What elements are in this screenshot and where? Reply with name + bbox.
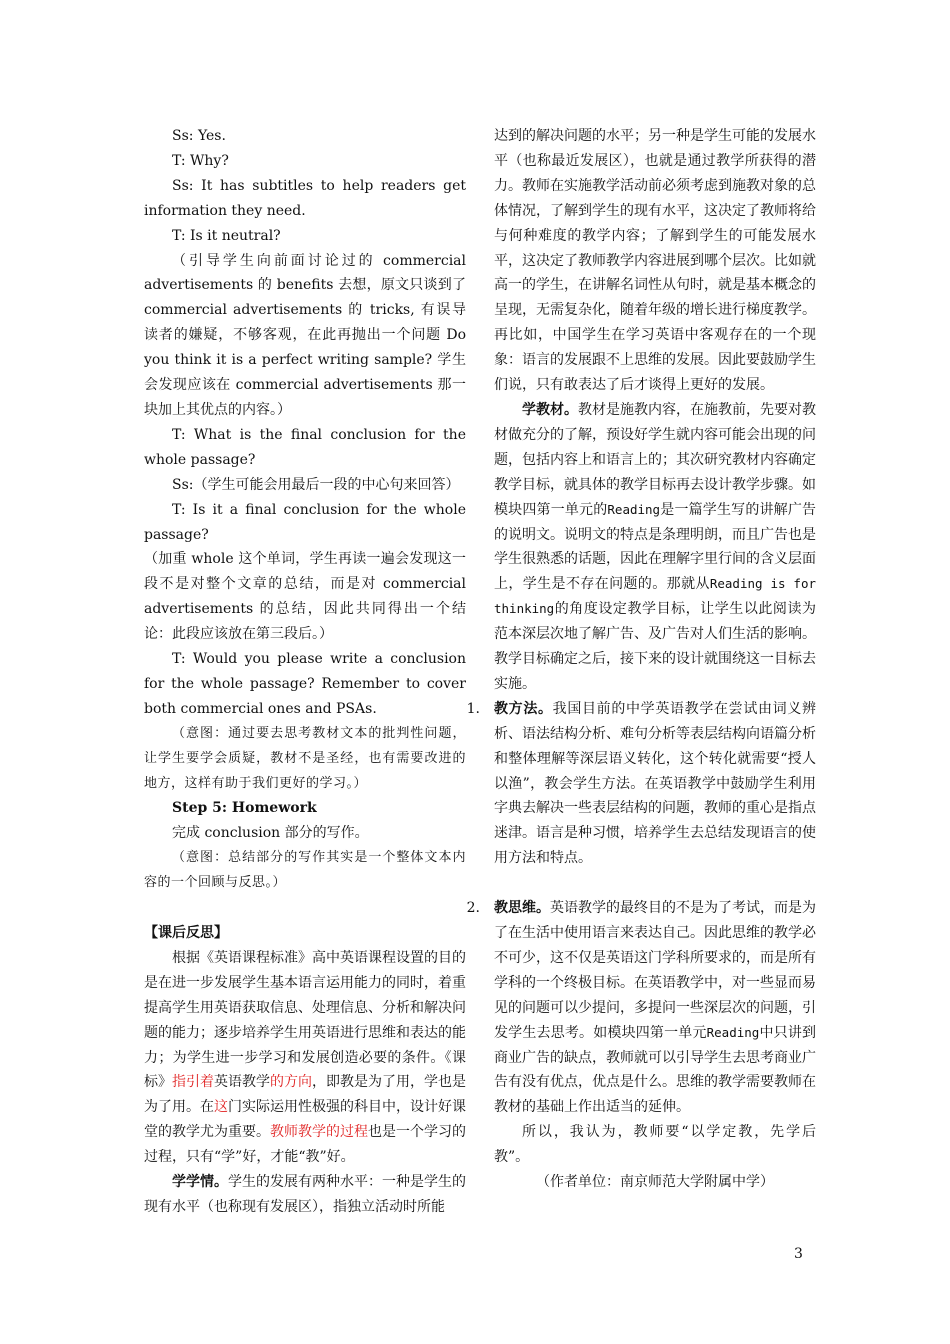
text-run: ，即教是为了用，学也是为了用。在 bbox=[144, 1074, 466, 1116]
page-number: 3 bbox=[794, 1246, 803, 1262]
left-column bbox=[144, 124, 466, 1220]
dialogue-line: Ss: It has subtitles to help readers get information they need. bbox=[144, 177, 466, 219]
section-heading: 【课后反思】 bbox=[144, 924, 228, 941]
text-run: 的角度设定教学目标，让学生以此阅读为范本深层次地了解广告、及广告对人们生活的影响。教学目标确定之后，接下来的设计就围绕这一目标去实施。 bbox=[494, 601, 816, 692]
highlight-text: 的方向 bbox=[270, 1074, 312, 1091]
highlight-text: 指引着 bbox=[172, 1074, 214, 1091]
text-run: 也是一个学习的过程，只有“学”好，才能“教”好。 bbox=[144, 1124, 466, 1166]
paragraph-title: 学学情。 bbox=[172, 1174, 228, 1191]
dialogue-line: T: Why? bbox=[172, 152, 229, 169]
highlight-text: 教师教学的过程 bbox=[270, 1124, 368, 1141]
right-column bbox=[466, 124, 817, 1195]
author-affiliation: （作者单位：南京师范大学附属中学） bbox=[536, 1174, 774, 1191]
text-run: 是一篇学生写的讲解广告的说明文。说明文的特点是条理明朗，而且广告也是学生很熟悉的话题，因此在理解字里行间的含义层面上，学生是不存在问题的。那就从 bbox=[494, 501, 817, 593]
text-run: 我国目前的中学英语教学在尝试由词义辨析、语法结构分析、难句分析等表层结构向语篇分析和整体理解等深层语义转化，这个转化就需要“授人以渔”，教会学生方法。在英语教学中鼓励学生利用字典去解决一些表层结构的问题，教师的重心是指点迷津。语言是种习惯，培养学生去总结发现语言的使用方法和特点。 bbox=[494, 700, 817, 867]
reflection-paragraph bbox=[144, 946, 466, 1170]
text-run: 学生的发展有两种水平：一种是学生的现有水平（也称现有发展区），指独立活动时所能 bbox=[144, 1174, 466, 1215]
text-run: 中只讲到商业广告的缺点，教师就可以引导学生去思考商业广告有没有优点，优点是什么。思维的教学需要教师在教材的基础上作出适当的延伸。 bbox=[494, 1024, 817, 1116]
learning-situation-paragraph bbox=[144, 1170, 466, 1220]
dialogue-line: T: Would you please write a conclusion for the whole passage? Remember to cover both commercial ones and PSAs. bbox=[144, 651, 466, 717]
learning-situation-continued: 达到的解决问题的水平；另一种是学生可能的发展水平（也称最近发展区），也就是通过教学所获得的潜力。教师在实施教学活动前必须考虑到施教对象的总体情况，了解到学生的现有水平，这决定了教师将给与何种难度的教学内容；了解到学生的可能发展水平，这决定了教师教学内容进展到哪个层次。比如就高一的学生，在讲解名词性从句时，就是基本概念的呈现，无需复杂化，随着年级的增长进行梯度教学。再比如，中国学生在学习英语中客观存在的一个现象：语言的发展跟不上思维的发展。因此要鼓励学生们说，只有敢表达了后才谈得上更好的发展。 bbox=[494, 128, 816, 394]
paragraph-title: 教思维。 bbox=[494, 900, 550, 917]
step-heading: Step 5: Homework bbox=[172, 800, 317, 817]
homework-text: 完成 conclusion 部分的写作。 bbox=[172, 825, 369, 842]
intent-note: （意图：通过要去思考教材文本的批判性问题，让学生要学会质疑，教材不是圣经，也有需要改进的地方，这样有助于我们更好的学习。） bbox=[144, 725, 466, 791]
dialogue-line: T: Is it neutral? bbox=[172, 227, 281, 244]
text-run: 门实际运用性极强的科目中，设计好课堂的教学尤为重要。 bbox=[144, 1099, 466, 1141]
teaching-note: （加重 whole 这个单词，学生再读一遍会发现这一段不是对整个文章的总结，而是对 commercial advertisements 的总结，因此共同得出一个结论：此段应该放在第三段后。） bbox=[144, 551, 466, 643]
teaching-note: （引导学生向前面讨论过的 commercial advertisements 的 benefits 去想，原文只谈到了 commercial advertisements 的 tricks, 有误导读者的嫌疑，不够客观，在此再抛出一个问题 Do you think it is a perfect writing sample? 学生会发现应该在 commercial advertisements 那一块加上其优点的内容。） bbox=[144, 252, 466, 418]
code-term: Reading bbox=[607, 501, 661, 517]
list-number: 1. bbox=[466, 700, 480, 717]
thinking-paragraph bbox=[466, 896, 817, 1120]
text-run: 英语教学的最终目的不是为了考试，而是为了在生活中使用语言来表达自己。因此思维的教学必不可少，这不仅是英语这门学科所要求的，而是所有学科的一个终极目标。在英语教学中，对一些显而易见的问题可以少提问，多提问一些深层次的问题，引发学生去思考。如模块四第一单元 bbox=[494, 900, 816, 1041]
code-term: Reading bbox=[706, 1024, 760, 1040]
paragraph-title: 学教材。 bbox=[522, 401, 578, 418]
list-number: 2. bbox=[466, 900, 480, 917]
text-run: 教材是施教内容，在施教前，先要对教材做充分的了解，预设好学生就内容可能会出现的问题，包括内容上和语言上的；其次研究教材内容确定教学目标，就具体的教学目标再去设计教学步骤。如模块四第一单元的 bbox=[494, 401, 816, 518]
paragraph-title: 教方法。 bbox=[494, 700, 553, 717]
text-run: 根据《英语课程标准》高中英语课程设置的目的是在进一步发展学生基本语言运用能力的同时，着重提高学生用英语获取信息、处理信息、分析和解决问题的能力；逐步培养学生用英语进行思维和表达的能力；为学生进一步学习和发展创造必要的条件。《课标》 bbox=[144, 949, 466, 1091]
dialogue-line: T: Is it a final conclusion for the whole passage? bbox=[144, 501, 466, 543]
dialogue-line: T: What is the final conclusion for the whole passage? bbox=[144, 426, 466, 468]
dialogue-line: Ss: Yes. bbox=[172, 128, 226, 144]
textbook-paragraph bbox=[494, 398, 816, 697]
text-run: 英语教学 bbox=[214, 1074, 270, 1091]
spacer bbox=[494, 871, 816, 896]
dialogue-line: Ss:（学生可能会用最后一段的中心句来回答） bbox=[172, 476, 460, 493]
conclusion-line: 所以，我认为，教师要“以学定教，先学后教”。 bbox=[494, 1124, 816, 1166]
spacer bbox=[144, 896, 466, 921]
intent-note: （意图：总结部分的写作其实是一个整体文本内容的一个回顾与反思。） bbox=[144, 850, 466, 891]
method-paragraph bbox=[466, 697, 817, 871]
code-term: Reading is for thinking bbox=[494, 576, 816, 617]
highlight-text: 这 bbox=[214, 1099, 228, 1116]
